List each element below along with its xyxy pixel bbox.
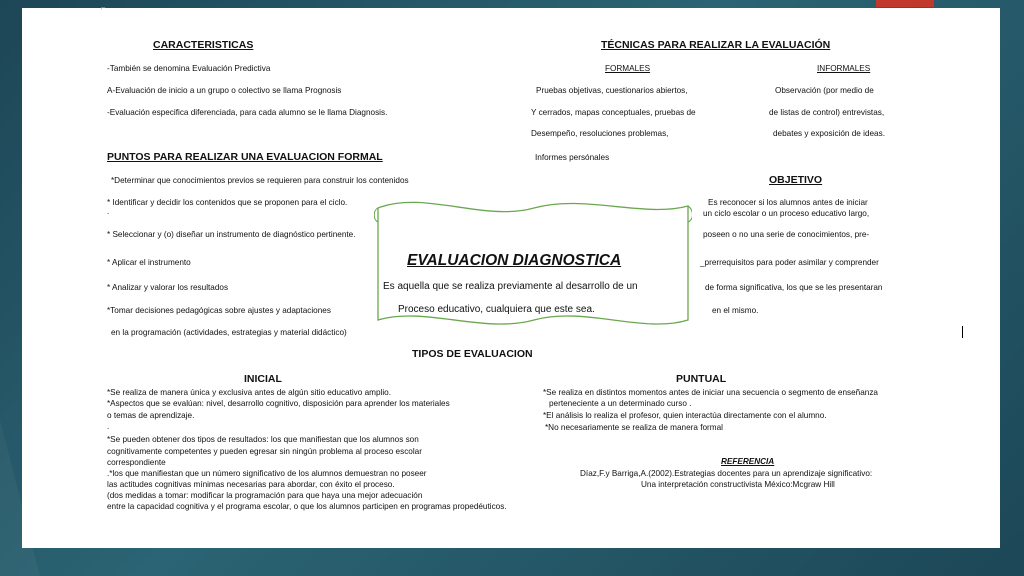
formales-line-3: Desempeño, resoluciones problemas, [531, 129, 669, 138]
punto-dot: . [107, 207, 110, 216]
inicial-line-7: correspondiente [107, 458, 166, 467]
referencia-line-2: Una interpretación constructivista México:Mcgraw Hill [641, 480, 835, 489]
caracteristicas-title: CARACTERISTICAS [153, 39, 254, 51]
informales-line-2: de listas de control) entrevistas, [769, 108, 885, 117]
caracteristica-1: -También se denomina Evaluación Predictiva [107, 64, 271, 73]
anchor-mark: ⌐ [101, 3, 106, 12]
referencia-title: REFERENCIA [721, 457, 775, 466]
puntos-title: PUNTOS PARA REALIZAR UNA EVALUACION FORMAL [107, 151, 383, 163]
punto-6: *Tomar decisiones pedagógicas sobre ajustes y adaptaciones [107, 306, 331, 315]
informales-line-3: debates y exposición de ideas. [773, 129, 885, 138]
objetivo-line-2: un ciclo escolar o un proceso educativo largo, [703, 209, 870, 218]
referencia-line-1: Díaz,F.y Barriga,A.(2002).Estrategias docentes para un aprendizaje significativo: [580, 469, 873, 478]
tipos-title: TIPOS DE EVALUACION [412, 348, 533, 360]
objetivo-line-6: en el mismo. [712, 306, 759, 315]
punto-2: * Identificar y decidir los contenidos que se proponen para el ciclo. [107, 198, 348, 207]
puntual-line-3: *El análisis lo realiza el profesor, quien interactúa directamente con el alumno. [543, 411, 827, 420]
objetivo-line-3: poseen o no una serie de conocimientos, pre- [703, 230, 870, 239]
inicial-line-11: entre la capacidad cognitiva y el programa escolar, o que los alumnos participen en programas propedéuticos. [107, 502, 507, 511]
center-line-2: Proceso educativo, cualquiera que este sea. [398, 304, 595, 315]
formales-line-4: Informes persónales [535, 153, 610, 162]
center-line-1: Es aquella que se realiza previamente al desarrollo de un [383, 281, 638, 292]
informales-line-1: Observación (por medio de [775, 86, 874, 95]
inicial-line-4: . [107, 422, 110, 431]
inicial-line-8: .*los que manifiestan que un número significativo de los alumnos demuestran no poseer [107, 469, 427, 478]
inicial-line-6: cognitivamente competentes y pueden egresar sin ningún problema al proceso escolar [107, 447, 422, 456]
inicial-title: INICIAL [244, 373, 282, 385]
punto-4: * Aplicar el instrumento [107, 258, 191, 267]
inicial-line-2: *Aspectos que se evalúan: nivel, desarrollo cognitivo, disposición para aprender los materiales [107, 399, 450, 408]
objetivo-line-4: _prerrequisitos para poder asimilar y comprender [700, 258, 879, 267]
objetivo-title: OBJETIVO [769, 174, 823, 186]
tecnicas-title: TÉCNICAS PARA REALIZAR LA EVALUACIÓN [601, 39, 831, 51]
inicial-line-10: (dos medidas a tomar: modificar la programación para que haya una mejor adecuación [107, 491, 423, 500]
puntual-line-2: perteneciente a un determinado curso . [549, 399, 692, 408]
objetivo-line-1: Es reconocer si los alumnos antes de iniciar [708, 198, 868, 207]
punto-1: *Determinar que conocimientos previos se requieren para construir los contenidos [111, 176, 409, 185]
caracteristica-3: -Evaluación especifica diferenciada, para cada alumno se le llama Diagnosis. [107, 108, 388, 117]
inicial-line-5: *Se pueden obtener dos tipos de resultados: los que manifiestan que los alumnos son [107, 435, 419, 444]
formales-line-1: Pruebas objetivas, cuestionarios abiertos, [536, 86, 688, 95]
punto-5: * Analizar y valorar los resultados [107, 283, 229, 292]
inicial-line-3: o temas de aprendizaje. [107, 411, 195, 420]
inicial-line-9: las actitudes cognitivas mínimas necesarias para abordar, con éxito el proceso. [107, 480, 395, 489]
puntual-line-4: *No necesariamente se realiza de manera formal [545, 423, 723, 432]
punto-3: * Seleccionar y (o) diseñar un instrumento de diagnóstico pertinente. [107, 230, 356, 239]
puntual-title: PUNTUAL [676, 373, 727, 385]
text-cursor [962, 326, 963, 338]
informales-label: INFORMALES [817, 64, 871, 73]
formales-label: FORMALES [605, 64, 651, 73]
punto-7: en la programación (actividades, estrategias y material didáctico) [111, 328, 347, 337]
inicial-line-1: *Se realiza de manera única y exclusiva antes de algún sitio educativo amplio. [107, 388, 391, 397]
accent-bar [876, 0, 934, 7]
puntual-line-1: *Se realiza en distintos momentos antes de iniciar una secuencia o segmento de enseñanza [543, 388, 878, 397]
caracteristica-2: A-Evaluación de inicio a un grupo o colectivo se llama Prognosis [107, 86, 342, 95]
formales-line-2: Y cerrados, mapas conceptuales, pruebas de [531, 108, 696, 117]
objetivo-line-5: de forma significativa, los que se les presentaran [705, 283, 883, 292]
center-title: EVALUACION DIAGNOSTICA [407, 252, 622, 269]
